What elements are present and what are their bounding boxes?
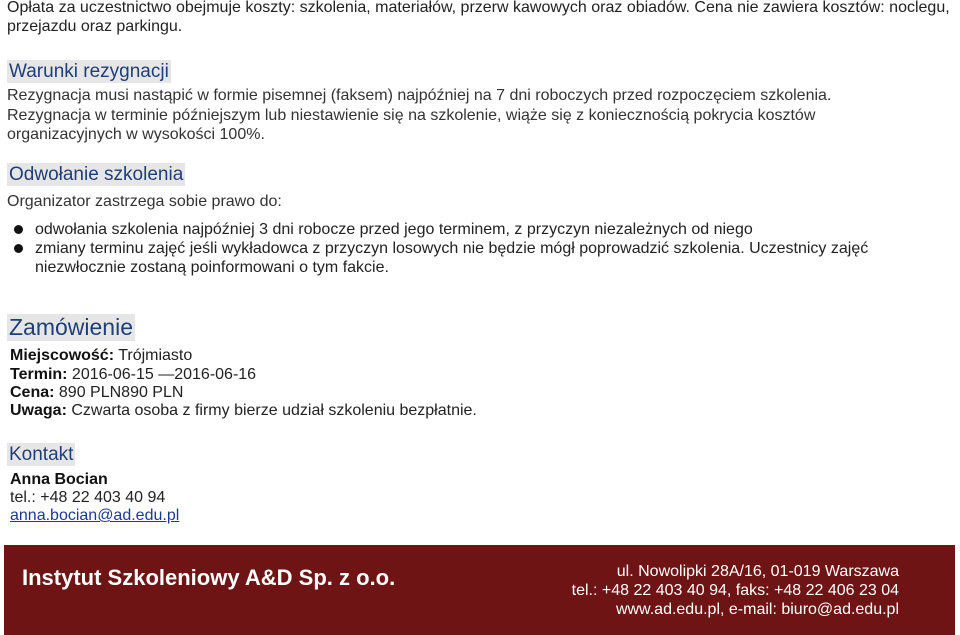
footer-org-name: Instytut Szkoleniowy A&D Sp. z o.o.: [22, 565, 396, 590]
footer-bar: [4, 545, 955, 635]
field-termin: Termin: 2016-06-15 —2016-06-16: [10, 366, 257, 383]
bullet-icon: [14, 244, 23, 253]
rezygnacja-heading: Warunki rezygnacji: [9, 61, 169, 82]
footer-phones: tel.: +48 22 403 40 94, faks: +48 22 406 23 04: [571, 582, 899, 599]
odwolanie-intro: Organizator zastrzega sobie prawo do:: [7, 193, 282, 210]
zamowienie-heading: Zamówienie: [9, 314, 133, 340]
intro-text: Opłata za uczestnictwo obejmuje koszty: szkolenia, materiałów, przerw kawowych oraz obiadów. Cena nie zawiera kosztów: noclegu, przejazdu oraz parkingu.: [7, 0, 950, 35]
field-cena: Cena: 890 PLN890 PLN: [10, 384, 184, 401]
footer-web: www.ad.edu.pl, e-mail: biuro@ad.edu.pl: [615, 601, 899, 618]
section-zamowienie: [7, 314, 135, 341]
contact-email-link[interactable]: anna.bocian@ad.edu.pl: [10, 507, 180, 524]
kontakt-heading: Kontakt: [9, 444, 74, 465]
footer-address-block: [572, 562, 899, 619]
contact-phone: tel.: +48 22 403 40 94: [10, 489, 166, 506]
list-item: odwołania szkolenia najpóźniej 3 dni robocze przed jego terminem, z przyczyn niezależnych od niego: [0, 220, 945, 239]
list-item: zmiany terminu zajęć jeśli wykładowca z przyczyn losowych nie będzie mógł poprowadzić szkolenia. Uczestnicy zajęć niezwłocznie zostaną poinformowani o tym fakcie.: [0, 239, 945, 277]
rezygnacja-text-2: Rezygnacja w terminie późniejszym lub niestawienie się na szkolenie, wiąże się z koniecznością pokrycia kosztów organizacyjnych w wysokości 100%.: [7, 107, 816, 143]
odwolanie-list: [0, 220, 945, 277]
field-uwaga: Uwaga: Czwarta osoba z firmy bierze udział szkoleniu bezpłatnie.: [10, 402, 477, 419]
section-rezygnacja: [7, 60, 171, 83]
section-kontakt: [7, 443, 75, 466]
footer-address: ul. Nowolipki 28A/16, 01-019 Warszawa: [616, 563, 899, 580]
odwolanie-heading: Odwołanie szkolenia: [9, 164, 184, 185]
contact-email-wrap: [10, 506, 179, 525]
contact-name: Anna Bocian: [10, 471, 108, 488]
bullet-icon: [14, 225, 23, 234]
rezygnacja-text-1: Rezygnacja musi nastąpić w formie pisemnej (faksem) najpóźniej na 7 dni roboczych przed rozpoczęciem szkolenia.: [7, 87, 832, 104]
field-miejscowosc: Miejscowość: Trójmiasto: [10, 347, 193, 364]
section-odwolanie: [7, 163, 185, 186]
